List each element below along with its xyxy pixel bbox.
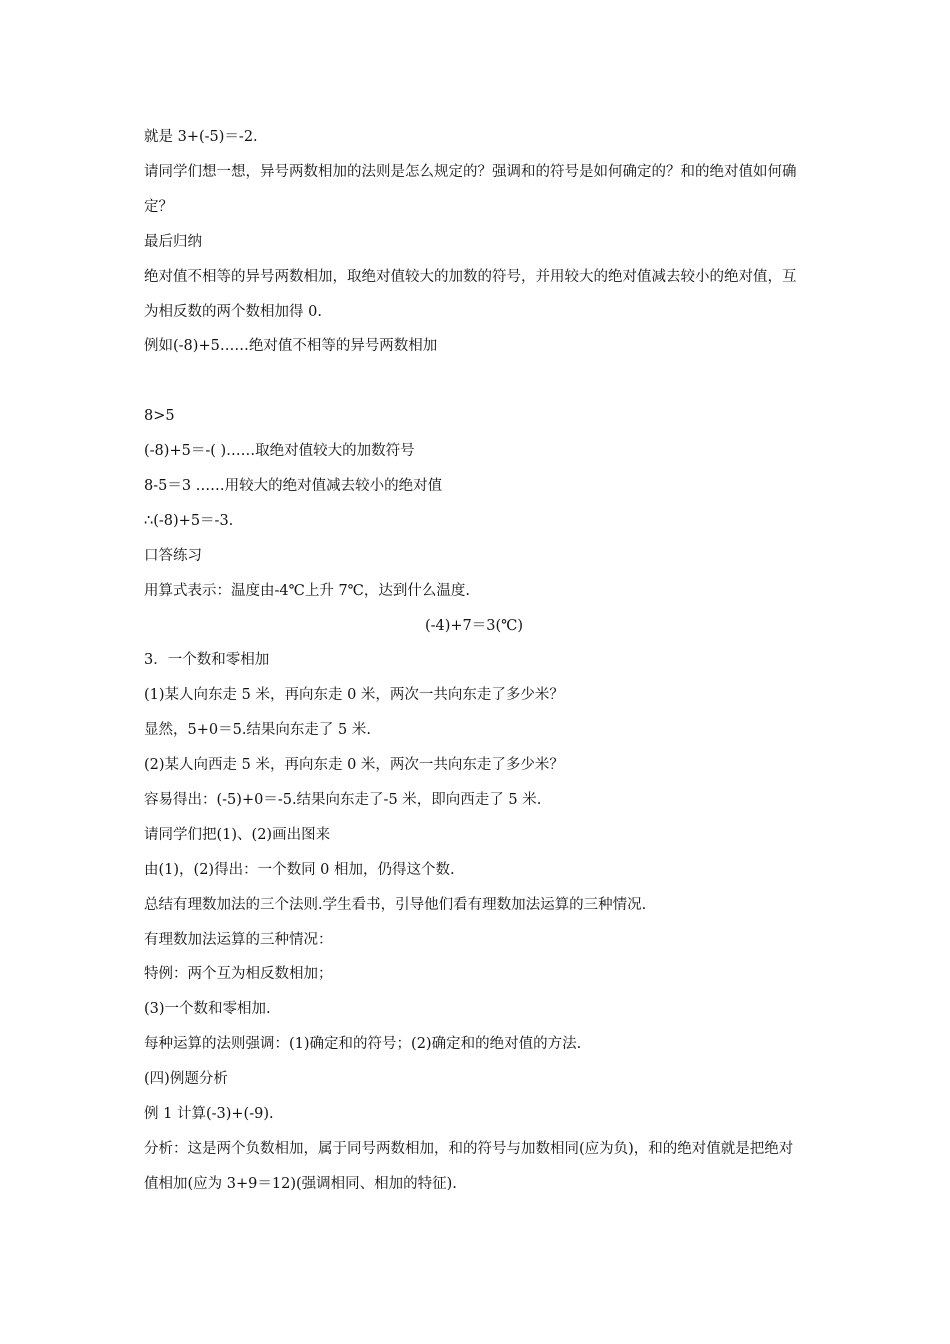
text-line: 特例：两个互为相反数相加；	[144, 966, 333, 983]
text-line: ∴(-8)+5＝-3.	[144, 512, 234, 529]
text-paragraph: 绝对值不相等的异号两数相加，取绝对值较大的加数的符号，并用较大的绝对值减去较小的绝对值，互为相反数的两个数相加得 0.	[144, 268, 797, 320]
text-paragraph: 请同学们想一想，异号两数相加的法则是怎么规定的？强调和的符号是如何确定的？和的绝对值如何确定？	[144, 163, 797, 215]
text-line: 8-5＝3 ……用较大的绝对值减去较小的绝对值	[144, 477, 443, 494]
text-line: (1)某人向东走 5 米，再向东走 0 米，两次一共向东走了多少米？	[144, 687, 564, 704]
centered-formula: (-4)+7＝3(℃)	[424, 617, 524, 634]
text-line: 口答练习	[144, 547, 202, 564]
section-heading: (四)例题分析	[144, 1071, 228, 1088]
section-heading: 3．一个数和零相加	[144, 652, 270, 669]
text-line: 容易得出：(-5)+0＝-5.结果向东走了-5 米，即向西走了 5 米.	[144, 791, 542, 808]
document-body	[144, 127, 804, 1209]
text-line: 例如(-8)+5……绝对值不相等的异号两数相加	[144, 338, 438, 355]
text-line: 每种运算的法则强调：(1)确定和的符号；(2)确定和的绝对值的方法.	[144, 1036, 582, 1053]
text-line: 总结有理数加法的三个法则.学生看书，引导他们看有理数加法运算的三种情况.	[144, 896, 647, 913]
text-line: (3)一个数和零相加.	[144, 1001, 271, 1018]
text-paragraph: 分析：这是两个负数相加，属于同号两数相加，和的符号与加数相同(应为负)，和的绝对值就是把绝对值相加(应为 3+9＝12)(强调相同、相加的特征).	[144, 1140, 794, 1192]
text-line: 最后归纳	[144, 233, 202, 250]
text-line: 用算式表示：温度由-4℃上升 7℃，达到什么温度.	[144, 582, 471, 599]
text-line: 就是 3+(-5)＝-2.	[144, 129, 258, 145]
text-line: (2)某人向西走 5 米，再向东走 0 米，两次一共向东走了多少米？	[144, 757, 564, 774]
text-line: (-8)+5＝-( )……取绝对值较大的加数符号	[144, 443, 415, 460]
text-line: 有理数加法运算的三种情况：	[144, 931, 333, 948]
text-line: 请同学们把(1)、(2)画出图来	[144, 826, 331, 843]
text-line: 显然，5+0＝5.结果向东走了 5 米.	[144, 722, 371, 739]
text-line: 由(1)，(2)得出：一个数同 0 相加，仍得这个数.	[144, 861, 455, 878]
blank-line	[144, 371, 804, 406]
text-line: 例 1 计算(-3)+(-9).	[144, 1106, 274, 1122]
text-line: 8>5	[144, 408, 175, 425]
